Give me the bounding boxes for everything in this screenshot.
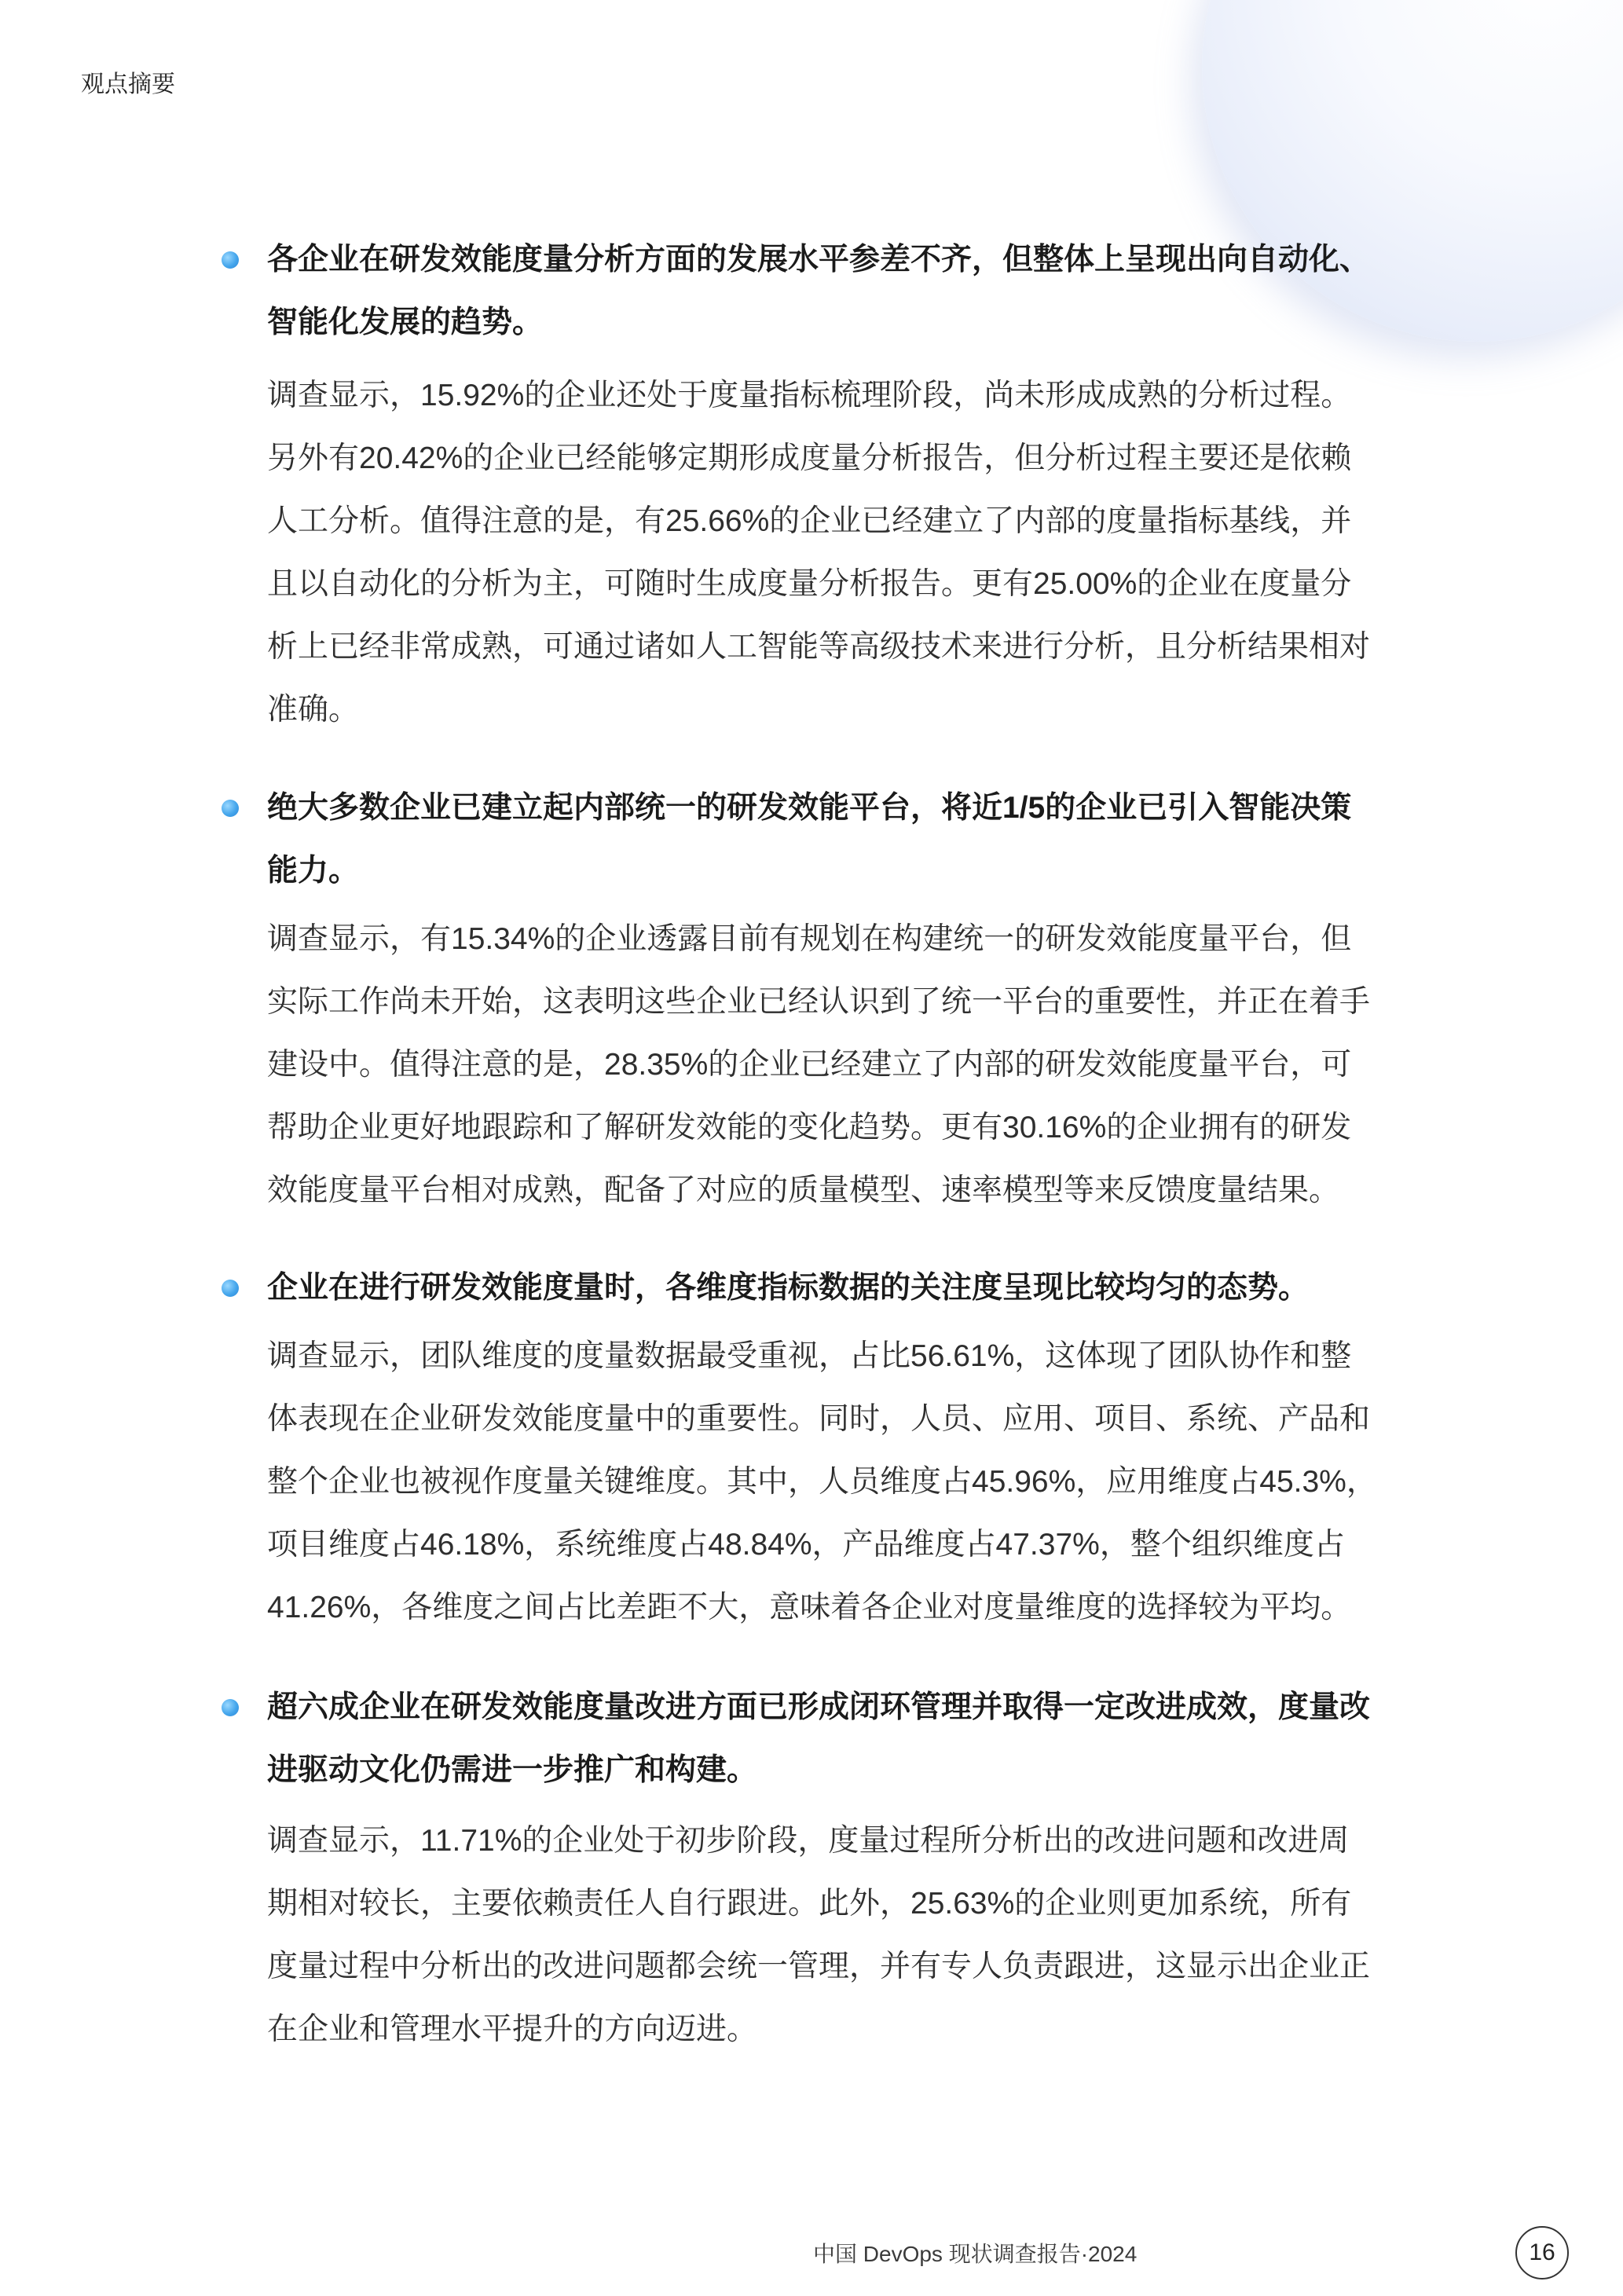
section-body xyxy=(267,1810,1445,2061)
section-heading-line: 绝大多数企业已建立起内部统一的研发效能平台，将近1/5的企业已引入智能决策 xyxy=(267,791,1352,825)
section-heading-line: 超六成企业在研发效能度量改进方面已形成闭环管理并取得一定改进成效，度量改 xyxy=(267,1690,1371,1724)
section-heading-line: 进驱动文化仍需进一步推广和构建。 xyxy=(267,1753,758,1787)
body-line: 41.26%，各维度之间占比差距不大，意味着各企业对度量维度的选择较为平均。 xyxy=(267,1591,1352,1624)
body-line: 实际工作尚未开始，这表明这些企业已经认识到了统一平台的重要性，并正在着手 xyxy=(267,985,1371,1019)
section-body xyxy=(267,908,1445,1222)
section-heading-line: 企业在进行研发效能度量时，各维度指标数据的关注度呈现比较均匀的态势。 xyxy=(267,1271,1310,1305)
body-line: 度量过程中分析出的改进问题都会统一管理，并有专人负责跟进，这显示出企业正 xyxy=(267,1950,1371,1983)
body-line: 在企业和管理水平提升的方向迈进。 xyxy=(267,2012,758,2046)
body-line: 且以自动化的分析为主，可随时生成度量分析报告。更有25.00%的企业在度量分 xyxy=(267,567,1352,601)
body-line: 另外有20.42%的企业已经能够定期形成度量分析报告，但分析过程主要还是依赖 xyxy=(267,441,1352,475)
bullet-dot-icon xyxy=(222,1699,239,1716)
section-body xyxy=(267,1325,1445,1639)
section-heading-line: 各企业在研发效能度量分析方面的发展水平参差不齐，但整体上呈现出向自动化、 xyxy=(267,243,1371,276)
section-heading xyxy=(267,1257,1445,1320)
body-line: 帮助企业更好地跟踪和了解研发效能的变化趋势。更有30.16%的企业拥有的研发 xyxy=(267,1111,1352,1144)
body-line: 调查显示，11.71%的企业处于初步阶段，度量过程所分析出的改进问题和改进周 xyxy=(267,1824,1350,1858)
section-heading xyxy=(267,229,1445,354)
body-line: 体表现在企业研发效能度量中的重要性。同时，人员、应用、项目、系统、产品和 xyxy=(267,1402,1371,1436)
section-heading-line: 能力。 xyxy=(267,854,360,888)
body-line: 准确。 xyxy=(267,693,360,727)
body-line: 析上已经非常成熟，可通过诸如人工智能等高级技术来进行分析，且分析结果相对 xyxy=(267,630,1371,664)
section-label: 观点摘要 xyxy=(81,71,175,97)
bullet-dot-icon xyxy=(222,800,239,817)
body-line: 效能度量平台相对成熟，配备了对应的质量模型、速率模型等来反馈度量结果。 xyxy=(267,1174,1340,1207)
body-line: 调查显示，15.92%的企业还处于度量指标梳理阶段，尚未形成成熟的分析过程。 xyxy=(267,379,1352,412)
body-line: 期相对较长，主要依赖责任人自行跟进。此外，25.63%的企业则更加系统，所有 xyxy=(267,1887,1352,1921)
body-line: 建设中。值得注意的是，28.35%的企业已经建立了内部的研发效能度量平台，可 xyxy=(267,1048,1352,1082)
footer-report-title: 中国 DevOps 现状调查报告·2024 xyxy=(813,2242,1138,2266)
section-heading-line: 智能化发展的趋势。 xyxy=(267,306,544,339)
page-number: 16 xyxy=(1515,2226,1569,2280)
body-line: 项目维度占46.18%，系统维度占48.84%，产品维度占47.37%，整个组织维度占 xyxy=(267,1528,1345,1562)
bullet-dot-icon xyxy=(222,1280,239,1297)
body-line: 调查显示，团队维度的度量数据最受重视，占比56.61%，这体现了团队协作和整 xyxy=(267,1339,1352,1373)
body-line: 人工分析。值得注意的是，有25.66%的企业已经建立了内部的度量指标基线，并 xyxy=(267,504,1352,538)
body-line: 调查显示，有15.34%的企业透露目前有规划在构建统一的研发效能度量平台，但 xyxy=(267,922,1352,956)
section-heading xyxy=(267,777,1445,903)
bullet-dot-icon xyxy=(222,251,239,269)
body-line: 整个企业也被视作度量关键维度。其中，人员维度占45.96%，应用维度占45.3%， xyxy=(267,1465,1377,1499)
section-body xyxy=(267,364,1445,742)
section-heading xyxy=(267,1676,1445,1802)
